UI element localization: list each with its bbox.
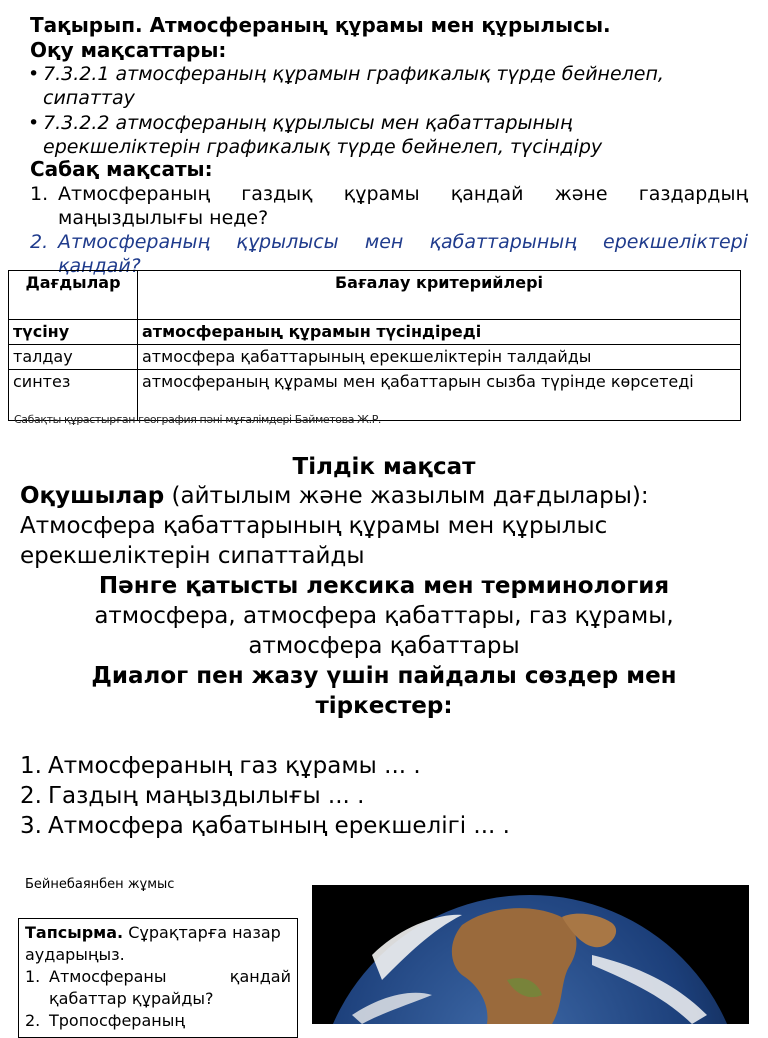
bullet-icon: • [28,112,40,134]
students-text: (айтылым және жазылым дағдылары): Атмосфера қабаттарының құрамы мен құрылыс ерекшеліктерін сипаттайды [20,483,649,569]
list-item [20,781,740,811]
phrase-number: 2. [20,783,42,809]
dialog-phrases-title: Диалог пен жазу үшін пайдалы сөздер мен тіркестер: [91,663,677,719]
task-box [18,918,298,1038]
table-row [9,320,741,345]
students-description [20,481,740,571]
skill-cell: синтез [9,370,138,421]
criterion-cell: атмосфера қабаттарының ерекшеліктерін талдайды [138,345,741,370]
lesson-goal-text: Атмосфераның газдық құрамы қандай және газдардың маңыздылығы неде? [58,183,748,229]
skill-cell: түсіну [9,320,138,345]
list-item [25,966,291,1010]
lesson-goal-item [30,182,748,230]
phrases-list [20,751,740,841]
skills-header: Дағдылар [9,271,138,320]
learning-goal-text: 7.3.2.1 атмосфераның құрамын графикалық түрде бейнелеп, сипаттау [43,63,664,109]
phrase-number: 1. [20,753,42,779]
earth-globe-icon [312,885,749,1024]
learning-goal-item [28,111,728,159]
phrase-number: 3. [20,813,42,839]
list-item [25,1010,291,1032]
learning-goal-item [28,62,728,110]
question-number: 1. [25,967,41,986]
lesson-goal-number: 1. [30,183,49,205]
language-goal-title: Тілдік мақсат [292,454,476,480]
criteria-header: Бағалау критерийлері [138,271,741,320]
phrase-text: Атмосфераның газ құрамы ... . [48,753,421,779]
list-item [20,811,740,841]
skill-cell: талдау [9,345,138,370]
lesson-goal-number: 2. [30,231,49,253]
phrase-text: Атмосфера қабатының ерекшелігі ... . [48,813,510,839]
criterion-cell: атмосфераның құрамы мен қабаттарын сызба түрінде көрсетеді [138,370,741,421]
question-text: Атмосфераны қандай қабаттар құрайды? [49,967,291,1008]
phrase-text: Газдың маңыздылығы ... . [48,783,365,809]
question-text: Тропосфераның [49,1011,185,1030]
table-row [9,345,741,370]
list-item [20,751,740,781]
earth-image [312,885,749,1024]
task-label: Тапсырма. [25,923,124,942]
lexicon-title: Пәнге қатысты лексика мен терминология [98,573,670,599]
assessment-criteria-table [8,270,741,421]
topic-title: Тақырып. Атмосфераның құрамы мен құрылысы. [30,13,611,37]
lexicon-text: атмосфера, атмосфера қабаттары, газ құрамы, атмосфера қабаттары [94,603,674,659]
lesson-goals-title: Сабақ мақсаты: [30,157,213,181]
bullet-icon: • [28,63,40,85]
task-instruction: Сұрақтарға назар аударыңыз. [25,923,281,964]
table-header-row [9,271,741,320]
learning-goals-title: Оқу мақсаттары: [30,38,227,62]
task-heading [25,922,291,966]
task-questions [25,966,291,1032]
question-number: 2. [25,1011,41,1030]
students-label: Оқушылар [20,483,165,509]
learning-goal-text: 7.3.2.2 атмосфераның құрылысы мен қабаттарының ерекшеліктерін графикалық түрде бейнелеп, түсіндіру [43,112,603,158]
lesson-goal-text: Атмосфераның құрылысы мен қабаттарының ерекшеліктері қандай? [58,231,748,277]
author-credit: Сабақты құрастырған география пәні мұғалімдері Байметова Ж.Р. [14,413,382,426]
video-work-label: Бейнебаянбен жұмыс [25,877,175,892]
criterion-cell: атмосфераның құрамын түсіндіреді [138,320,741,345]
